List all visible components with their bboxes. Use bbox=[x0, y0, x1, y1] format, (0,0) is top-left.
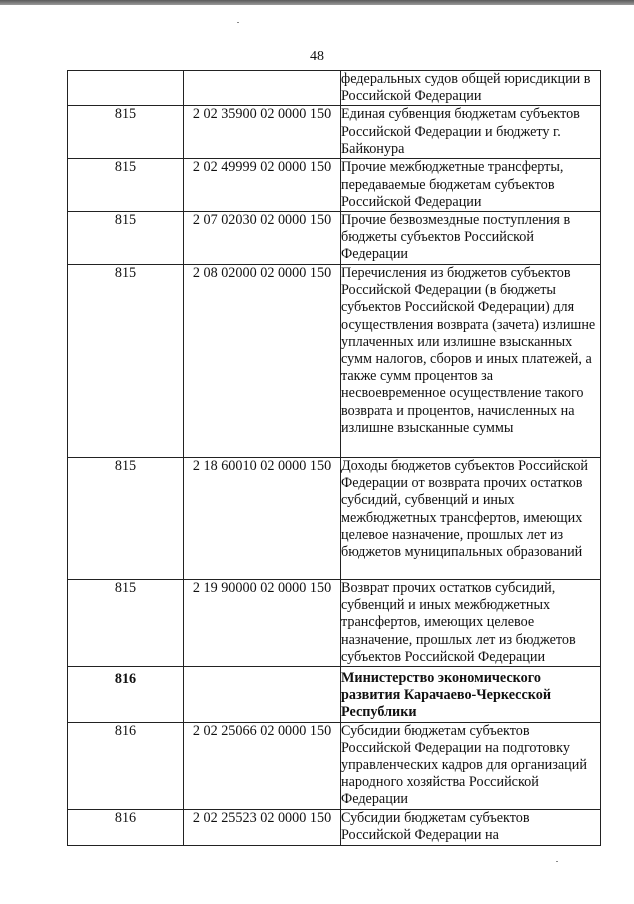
budget-classification-code-cell bbox=[184, 667, 341, 723]
budget-classification-code-cell: 2 07 02030 02 0000 150 bbox=[184, 212, 341, 265]
page-number: 48 bbox=[310, 49, 324, 64]
table-row bbox=[68, 722, 601, 809]
table-row bbox=[68, 71, 601, 106]
budget-classification-code-cell: 2 08 02000 02 0000 150 bbox=[184, 265, 341, 458]
table-row bbox=[68, 212, 601, 265]
admin-code-cell: 815 bbox=[68, 265, 184, 458]
revenue-name-cell: Единая субвенция бюджетам субъектов Российской Федерации и бюджету г. Байконура bbox=[341, 106, 601, 159]
revenue-name-cell: Субсидии бюджетам субъектов Российской Федерации на bbox=[341, 809, 601, 845]
budget-classification-code-cell: 2 19 90000 02 0000 150 bbox=[184, 580, 341, 667]
budget-classification-code-cell: 2 02 35900 02 0000 150 bbox=[184, 106, 341, 159]
table-row bbox=[68, 265, 601, 458]
budget-classification-code-cell: 2 02 49999 02 0000 150 bbox=[184, 159, 341, 212]
admin-code-cell: 816 bbox=[68, 809, 184, 845]
ministry-name-cell: Министерство экономического развития Карачаево-Черкесской Республики bbox=[341, 667, 601, 723]
revenue-name-cell: Прочие межбюджетные трансферты, передаваемые бюджетам субъектов Российской Федерации bbox=[341, 159, 601, 212]
scan-speck bbox=[237, 22, 239, 23]
admin-code-cell: 815 bbox=[68, 212, 184, 265]
budget-classification-code-cell: 2 02 25523 02 0000 150 bbox=[184, 809, 341, 845]
scan-speck bbox=[556, 861, 558, 862]
admin-code-cell: 816 bbox=[68, 667, 184, 723]
admin-code-cell: 815 bbox=[68, 106, 184, 159]
revenue-name-cell: Прочие безвозмездные поступления в бюджеты субъектов Российской Федерации bbox=[341, 212, 601, 265]
admin-code-cell: 815 bbox=[68, 580, 184, 667]
admin-code-cell: 816 bbox=[68, 722, 184, 809]
budget-classification-code-cell: 2 18 60010 02 0000 150 bbox=[184, 458, 341, 580]
table-row bbox=[68, 159, 601, 212]
budget-classification-code-cell: 2 02 25066 02 0000 150 bbox=[184, 722, 341, 809]
admin-code-cell bbox=[68, 71, 184, 106]
revenue-name-cell: Доходы бюджетов субъектов Российской Федерации от возврата прочих остатков субсидий, субвенций и иных межбюджетных трансфертов, имеющих целевое назначение, прошлых лет из бюджетов муниципальных образований bbox=[341, 458, 601, 580]
table-row bbox=[68, 809, 601, 845]
revenue-name-cell: Перечисления из бюджетов субъектов Российской Федерации (в бюджеты субъектов Российской Федерации) для осуществления возврата (зачета) излишне уплаченных или излишне взысканных сумм налогов, сборов и иных платежей, а также сумм процентов за несвоевременное осуществление такого возврата и процентов, начисленных на излишне взысканные суммы bbox=[341, 265, 601, 458]
admin-code-cell: 815 bbox=[68, 159, 184, 212]
revenue-name-cell: Возврат прочих остатков субсидий, субвенций и иных межбюджетных трансфертов, имеющих целевое назначение, прошлых лет из бюджетов субъектов Российской Федерации bbox=[341, 580, 601, 667]
ministry-header-row bbox=[68, 667, 601, 723]
table-row bbox=[68, 106, 601, 159]
revenue-code-table bbox=[67, 70, 601, 846]
budget-classification-code-cell bbox=[184, 71, 341, 106]
table-row bbox=[68, 458, 601, 580]
revenue-name-cell: федеральных судов общей юрисдикции в Российской Федерации bbox=[341, 71, 601, 106]
scan-top-edge bbox=[0, 0, 634, 5]
admin-code-cell: 815 bbox=[68, 458, 184, 580]
table-row bbox=[68, 580, 601, 667]
revenue-name-cell: Субсидии бюджетам субъектов Российской Федерации на подготовку управленческих кадров для организаций народного хозяйства Российской Федерации bbox=[341, 722, 601, 809]
